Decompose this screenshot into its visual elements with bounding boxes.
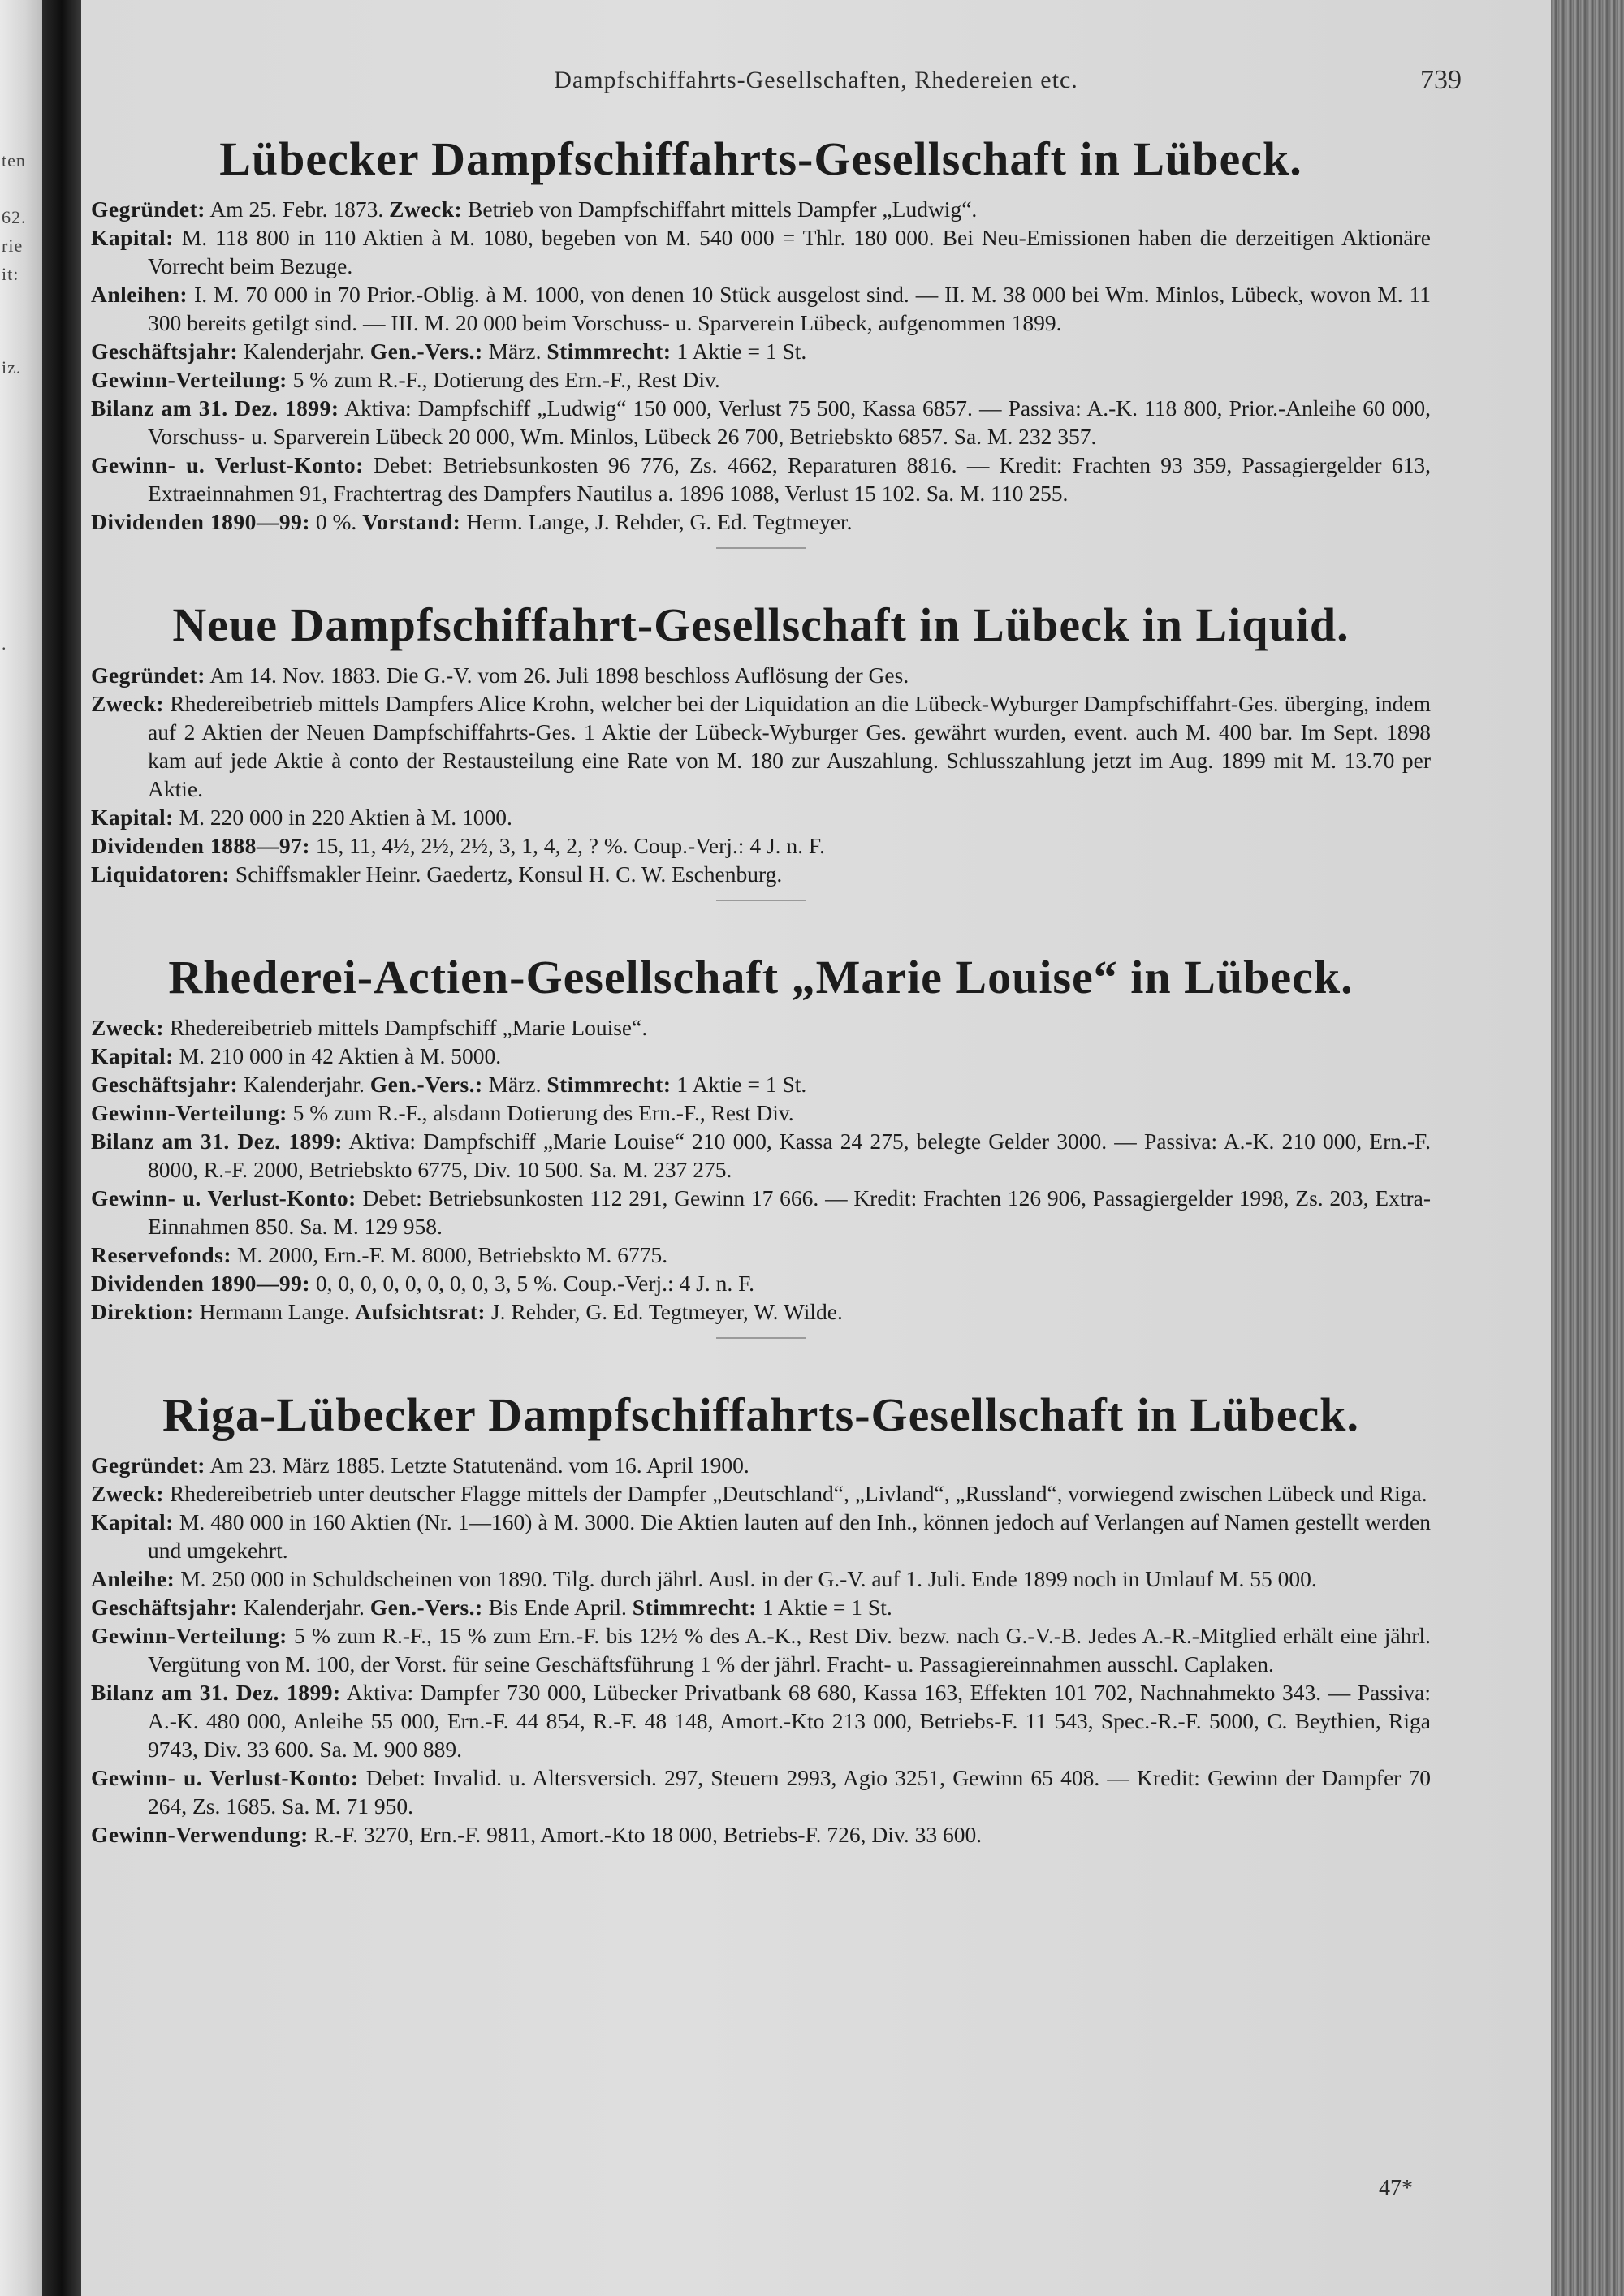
field-text: Am 23. März 1885. Letzte Statutenänd. vom 16. April 1900.: [205, 1452, 749, 1478]
field-text: 1 Aktie = 1 St.: [756, 1595, 892, 1620]
field-text: Betrieb von Dampfschiffahrt mittels Dampfer „Ludwig“.: [462, 196, 978, 222]
entry-field: [91, 1479, 1431, 1508]
entry-field: [91, 803, 1431, 831]
field-text: Kalenderjahr.: [238, 1072, 370, 1097]
field-text: Bis Ende April.: [482, 1595, 633, 1620]
field-text: Rhedereibetrieb mittels Dampfers Alice Krohn, welcher bei der Liquidation an die Lübeck-Wyburger Dampfschiffahrt-Ges. überging, indem auf 2 Aktien der Neuen Dampfschiffahrts-Ges. 1 Aktie der Lübeck-Wyburger Ges. gewährt wurden, event. auch M. 400 bar. Im Sept. 1898 kam auf jede Aktie à conto der Restausteilung eine Rate von M. 180 zur Auszahlung. Schlusszahlung jetzt im Aug. 1899 mit M. 13.70 per Aktie.: [148, 691, 1431, 801]
field-label: Gewinn- u. Verlust-Konto:: [91, 1185, 356, 1211]
entry-field: [91, 1508, 1431, 1564]
field-label: Dividenden 1890—99:: [91, 1271, 311, 1296]
page-number: 739: [1420, 65, 1462, 95]
entry-field: [91, 1451, 1431, 1479]
field-text: Am 25. Febr. 1873.: [205, 196, 390, 222]
field-text: M. 480 000 in 160 Aktien (Nr. 1—160) à M. 3000. Die Aktien lauten auf den Inh., können jedoch auf Verlangen auf Namen gestellt werden und umgekehrt.: [148, 1509, 1431, 1563]
field-text: Herm. Lange, J. Rehder, G. Ed. Tegtmeyer.: [460, 509, 853, 534]
section-separator: [716, 547, 806, 549]
entry-field: [91, 394, 1431, 451]
field-label: Stimmrecht:: [632, 1595, 757, 1620]
field-label: Bilanz am 31. Dez. 1899:: [91, 395, 339, 421]
field-label: Geschäftsjahr:: [91, 339, 239, 364]
scan-left-strip: [0, 0, 42, 2296]
field-text: Aktiva: Dampfschiff „Ludwig“ 150 000, Verlust 75 500, Kassa 6857. — Passiva: A.-K. 118 800, Prior.-Anleihe 60 000, Vorschuss- u. Sparverein Lübeck 20 000, Wm. Minlos, Lübeck 26 700, Betriebskto 6857. Sa. M. 232 357.: [148, 395, 1431, 449]
field-text: 1 Aktie = 1 St.: [671, 339, 807, 364]
field-text: I. M. 70 000 in 70 Prior.-Oblig. à M. 1000, von denen 10 Stück ausgelost sind. — II. M. 38 000 bei Wm. Minlos, Lübeck, wovon M. 11 300 bereits getilgt sind. — III. M. 20 000 beim Vorschuss- u. Sparverein Lübeck, aufgenommen 1899.: [148, 282, 1431, 335]
field-label: Liquidatoren:: [91, 861, 231, 887]
field-text: Debet: Betriebsunkosten 112 291, Gewinn 17 666. — Kredit: Frachten 126 906, Passagiergelder 1998, Zs. 203, Extra-Einnahmen 850. Sa. M. 129 958.: [148, 1185, 1431, 1239]
entry-field: [91, 507, 1431, 536]
entry-field: [91, 365, 1431, 394]
entry-field: [91, 1564, 1431, 1593]
field-label: Kapital:: [91, 805, 174, 830]
field-text: 5 % zum R.-F., alsdann Dotierung des Ern.-F., Rest Div.: [287, 1100, 794, 1125]
entry-field: [91, 1098, 1431, 1127]
entry-field: [91, 1184, 1431, 1241]
field-label: Bilanz am 31. Dez. 1899:: [91, 1680, 341, 1705]
field-text: März.: [482, 1072, 547, 1097]
field-text: Debet: Betriebsunkosten 96 776, Zs. 4662, Reparaturen 8816. — Kredit: Frachten 93 359, Passagiergelder 613, Extraeinnahmen 91, Frachtertrag des Dampfers Nautilus a. 1896 1088, Verlust 15 102. Sa. M. 110 255.: [148, 452, 1432, 506]
entry-field: [91, 280, 1431, 337]
field-label: Anleihen:: [91, 282, 188, 307]
field-text: M. 2000, Ern.-F. M. 8000, Betriebskto M. 6775.: [231, 1242, 668, 1267]
field-text: Aktiva: Dampfschiff „Marie Louise“ 210 000, Kassa 24 275, belegte Gelder 3000. — Passiva: A.-K. 210 000, Ern.-F. 8000, R.-F. 2000, Betriebskto 6775, Div. 10 500. Sa. M. 237 275.: [148, 1129, 1431, 1182]
field-label: Stimmrecht:: [546, 1072, 672, 1097]
entry-field: [91, 1013, 1431, 1042]
company-entry: [91, 596, 1431, 901]
field-label: Zweck:: [389, 196, 463, 222]
margin-fragment: iz.: [2, 357, 22, 378]
company-entry: [91, 948, 1431, 1339]
entry-field: [91, 223, 1431, 280]
field-label: Bilanz am 31. Dez. 1899:: [91, 1129, 343, 1154]
field-label: Anleihe:: [91, 1566, 175, 1591]
field-label: Kapital:: [91, 225, 174, 250]
field-text: 1 Aktie = 1 St.: [671, 1072, 807, 1097]
entry-field: [91, 1042, 1431, 1070]
field-text: M. 250 000 in Schuldscheinen von 1890. Tilg. durch jährl. Ausl. in der G.-V. auf 1. Juli. Ende 1899 noch in Umlauf M. 55 000.: [175, 1566, 1317, 1591]
company-title: Rhederei-Actien-Gesellschaft „Marie Louise“ in Lübeck.: [168, 951, 1354, 1003]
entry-field: [91, 451, 1431, 507]
field-text: Rhedereibetrieb unter deutscher Flagge mittels der Dampfer „Deutschland“, „Livland“, „Russland“, vorwiegend zwischen Lübeck und Riga.: [164, 1481, 1427, 1506]
margin-fragment: ten: [2, 150, 26, 170]
field-label: Gegründet:: [91, 662, 205, 688]
entry-field: [91, 1820, 1431, 1849]
running-head: Dampfschiffahrts-Gesellschaften, Rhedereien etc.: [554, 67, 1078, 93]
book-spine-shadow: [42, 0, 81, 2296]
entry-field: [91, 1593, 1431, 1621]
field-label: Gewinn-Verwendung:: [91, 1822, 309, 1847]
field-label: Kapital:: [91, 1043, 174, 1068]
field-text: März.: [482, 339, 547, 364]
entry-field: [91, 1678, 1431, 1763]
field-text: Am 14. Nov. 1883. Die G.-V. vom 26. Juli 1898 beschloss Auflösung der Ges.: [205, 662, 909, 688]
field-label: Geschäftsjahr:: [91, 1595, 239, 1620]
margin-fragment: 62.: [2, 207, 27, 227]
field-text: Debet: Invalid. u. Altersversich. 297, Steuern 2993, Agio 3251, Gewinn 65 408. — Kredit: Gewinn der Dampfer 70 264, Zs. 1685. Sa. M. 71 950.: [148, 1765, 1431, 1819]
field-text: 5 % zum R.-F., Dotierung des Ern.-F., Rest Div.: [287, 367, 720, 392]
field-label: Gewinn- u. Verlust-Konto:: [91, 452, 364, 477]
field-label: Zweck:: [91, 1015, 165, 1040]
field-text: Kalenderjahr.: [238, 339, 370, 364]
company-entry: [91, 1386, 1431, 1849]
field-label: Aufsichtsrat:: [355, 1299, 486, 1324]
field-label: Gegründet:: [91, 1452, 205, 1478]
field-label: Dividenden 1890—99:: [91, 509, 311, 534]
field-label: Gewinn-Verteilung:: [91, 1100, 287, 1125]
entry-field: [91, 1269, 1431, 1297]
field-label: Reservefonds:: [91, 1242, 231, 1267]
field-label: Zweck:: [91, 691, 165, 716]
entry-field: [91, 337, 1431, 365]
entry-field: [91, 689, 1431, 803]
entry-field: [91, 195, 1431, 223]
field-label: Direktion:: [91, 1299, 194, 1324]
field-text: Hermann Lange.: [193, 1299, 356, 1324]
section-separator: [716, 1337, 806, 1339]
field-text: R.-F. 3270, Ern.-F. 9811, Amort.-Kto 18 000, Betriebs-F. 726, Div. 33 600.: [308, 1822, 983, 1847]
entry-field: [91, 1241, 1431, 1269]
section-separator: [716, 900, 806, 901]
entry-field: [91, 860, 1431, 888]
signature-mark: 47*: [1379, 2176, 1413, 2201]
entry-field: [91, 1127, 1431, 1184]
entry-body: [91, 1451, 1431, 1849]
margin-fragment: .: [2, 633, 7, 654]
field-text: 5 % zum R.-F., 15 % zum Ern.-F. bis 12½ % des A.-K., Rest Div. bezw. nach G.-V.-B. Jedes A.-R.-Mitglied erhält eine jährl. Vergütung von M. 100, der Vorst. für seine Geschäftsführung 1 % der jährl. Fracht- u. Passagiereinnahmen ausschl. Caplaken.: [148, 1623, 1431, 1677]
field-text: 0 %.: [310, 509, 363, 534]
company-title: Lübecker Dampfschiffahrts-Gesellschaft in Lübeck.: [219, 132, 1302, 185]
entry-field: [91, 1763, 1431, 1820]
page-content: [91, 130, 1431, 1896]
field-label: Geschäftsjahr:: [91, 1072, 239, 1097]
field-text: Rhedereibetrieb mittels Dampfschiff „Marie Louise“.: [164, 1015, 648, 1040]
entry-field: [91, 1297, 1431, 1326]
field-label: Gewinn-Verteilung:: [91, 367, 287, 392]
field-label: Gen.-Vers.:: [369, 339, 483, 364]
company-title: Neue Dampfschiffahrt-Gesellschaft in Lübeck in Liquid.: [172, 598, 1350, 651]
scanned-page: [81, 0, 1551, 2296]
entry-field: [91, 1621, 1431, 1678]
margin-fragment: rie: [2, 235, 24, 256]
entry-field: [91, 831, 1431, 860]
field-text: M. 220 000 in 220 Aktien à M. 1000.: [173, 805, 512, 830]
field-text: M. 118 800 in 110 Aktien à M. 1080, begeben von M. 540 000 = Thlr. 180 000. Bei Neu-Emissionen haben die derzeitigen Aktionäre Vorrecht beim Bezuge.: [148, 225, 1431, 278]
entry-body: [91, 1013, 1431, 1326]
page-edge: [1551, 0, 1624, 2296]
field-label: Gegründet:: [91, 196, 205, 222]
field-text: Schiffsmakler Heinr. Gaedertz, Konsul H. C. W. Eschenburg.: [230, 861, 783, 887]
field-label: Gen.-Vers.:: [369, 1595, 483, 1620]
field-label: Kapital:: [91, 1509, 174, 1534]
field-label: Stimmrecht:: [546, 339, 672, 364]
entry-field: [91, 1070, 1431, 1098]
field-label: Gewinn- u. Verlust-Konto:: [91, 1765, 359, 1790]
field-text: 15, 11, 4½, 2½, 2½, 3, 1, 4, 2, ? %. Coup.-Verj.: 4 J. n. F.: [310, 833, 825, 858]
field-text: Kalenderjahr.: [238, 1595, 370, 1620]
field-text: M. 210 000 in 42 Aktien à M. 5000.: [173, 1043, 502, 1068]
field-label: Dividenden 1888—97:: [91, 833, 311, 858]
field-label: Zweck:: [91, 1481, 165, 1506]
field-label: Vorstand:: [362, 509, 461, 534]
margin-fragment: it:: [2, 264, 19, 284]
entry-field: [91, 661, 1431, 689]
field-text: 0, 0, 0, 0, 0, 0, 0, 0, 3, 5 %. Coup.-Verj.: 4 J. n. F.: [310, 1271, 755, 1296]
field-text: Aktiva: Dampfer 730 000, Lübecker Privatbank 68 680, Kassa 163, Effekten 101 702, Nachnahmekto 343. — Passiva: A.-K. 480 000, Anleihe 55 000, Ern.-F. 44 854, R.-F. 48 148, Amort.-Kto 213 000, Betriebs-F. 11 543, Spec.-R.-F. 5000, C. Beythien, Riga 9743, Div. 33 600. Sa. M. 900 889.: [148, 1680, 1431, 1762]
company-entry: [91, 130, 1431, 549]
field-label: Gewinn-Verteilung:: [91, 1623, 287, 1648]
entry-body: [91, 661, 1431, 888]
entry-body: [91, 195, 1431, 536]
company-title: Riga-Lübecker Dampfschiffahrts-Gesellschaft in Lübeck.: [162, 1388, 1359, 1441]
field-label: Gen.-Vers.:: [369, 1072, 483, 1097]
field-text: J. Rehder, G. Ed. Tegtmeyer, W. Wilde.: [486, 1299, 843, 1324]
